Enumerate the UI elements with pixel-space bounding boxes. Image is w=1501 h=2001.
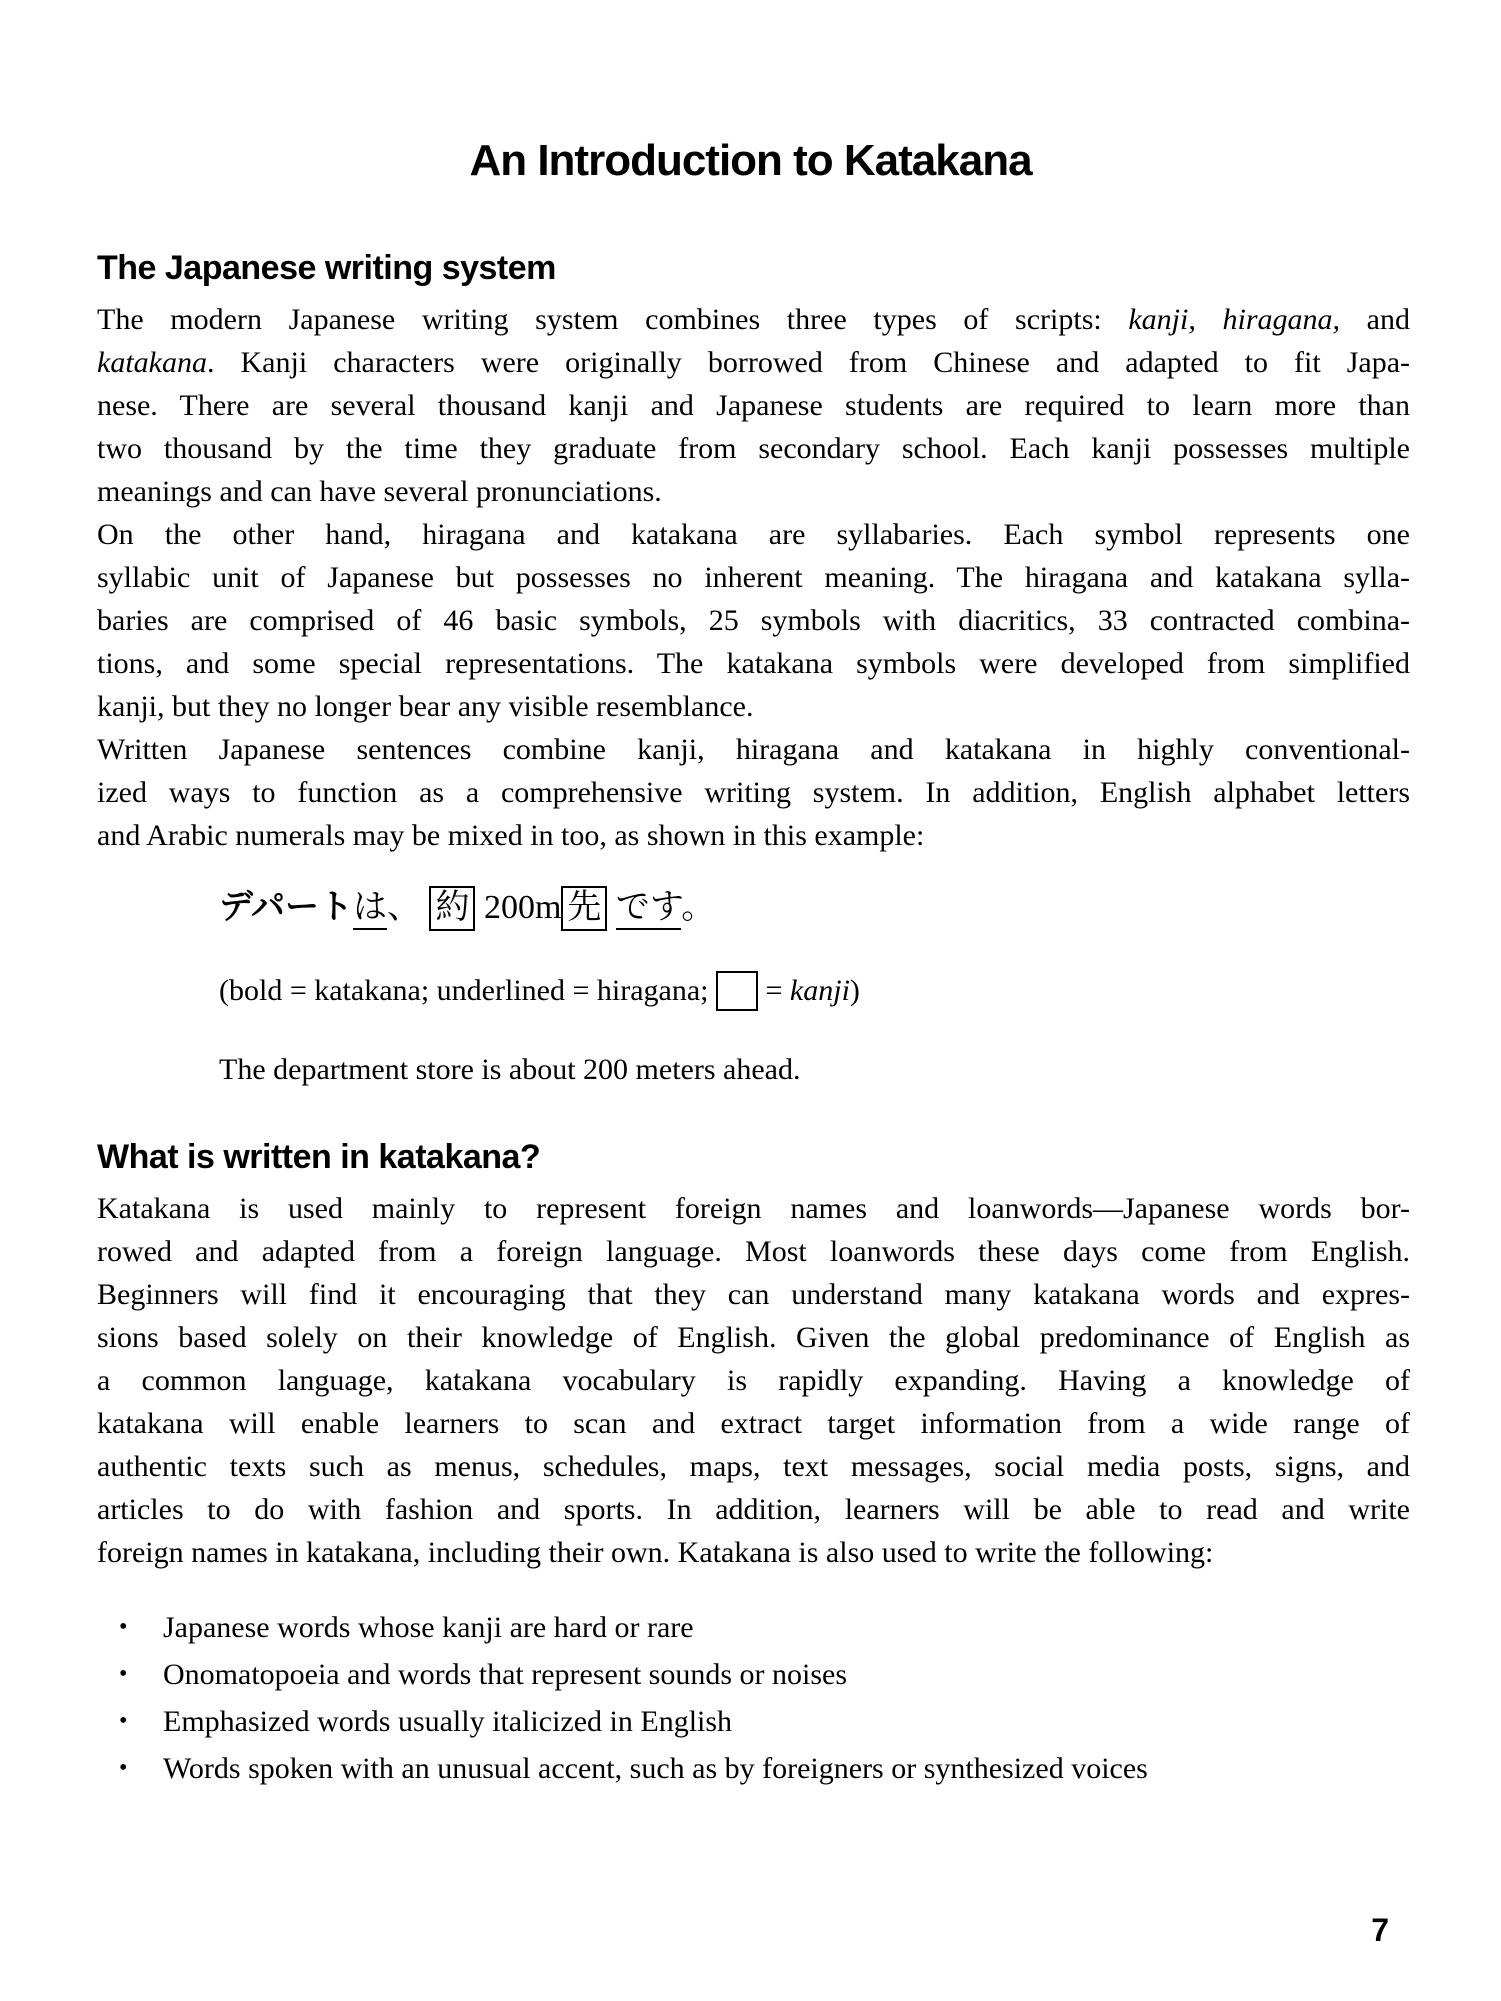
page-title: An Introduction to Katakana xyxy=(469,136,1032,185)
example-legend: (bold = katakana; underlined = hiragana; = kanji) xyxy=(97,969,1410,1012)
heading-what-is-written-in-katakana: What is written in katakana? xyxy=(97,1137,541,1176)
bullet-icon: • xyxy=(119,1660,128,1687)
text-line: syllabic unit of Japanese but possesses no inherent meaning. The hiragana and katakana sylla- xyxy=(97,561,1410,594)
text-line: two thousand by the time they graduate from secondary school. Each kanji possesses multiple xyxy=(97,432,1410,465)
text-line: ized ways to function as a comprehensive writing system. In addition, English alphabet letters xyxy=(97,776,1410,809)
bullet-icon: • xyxy=(119,1754,128,1781)
bullet-text: Words spoken with an unusual accent, such as by foreigners or synthesized voices xyxy=(163,1751,1148,1785)
text-line: katakana will enable learners to scan and extract target information from a wide range of xyxy=(97,1406,1410,1440)
text-line: nese. There are several thousand kanji and Japanese students are required to learn more than xyxy=(97,389,1410,422)
text-line: sions based solely on their knowledge of English. Given the global predominance of English as xyxy=(97,1320,1410,1354)
bullet-text: Onomatopoeia and words that represent sounds or noises xyxy=(163,1657,848,1691)
text-line: a common language, katakana vocabulary is rapidly expanding. Having a knowledge of xyxy=(97,1363,1410,1397)
text-line: Beginners will find it encouraging that they can understand many katakana words and expres- xyxy=(97,1277,1410,1311)
bullet-text: Emphasized words usually italicized in English xyxy=(163,1704,733,1738)
text-line: baries are comprised of 46 basic symbols, 25 symbols with diacritics, 33 contracted combina- xyxy=(97,604,1410,637)
page-content xyxy=(97,248,1410,1792)
text-line: articles to do with fashion and sports. In addition, learners will be able to read and write xyxy=(97,1492,1410,1526)
bullet-icon: • xyxy=(119,1707,128,1734)
text-line: kanji, but they no longer bear any visible resemblance. xyxy=(97,690,754,723)
text-line: and Arabic numerals may be mixed in too, as shown in this example: xyxy=(97,819,925,852)
bullet-item xyxy=(97,1604,1410,1651)
paragraph-written-sentences xyxy=(97,728,1410,857)
paragraph-writing-system-1 xyxy=(97,298,1410,513)
text-line: rowed and adapted from a foreign language. Most loanwords these days come from English. xyxy=(97,1234,1410,1268)
text-line: authentic texts such as menus, schedules, maps, text messages, social media posts, signs, and xyxy=(97,1449,1410,1483)
bullet-item xyxy=(97,1698,1410,1745)
text-line: katakana. Kanji characters were originally borrowed from Chinese and adapted to fit Japa- xyxy=(97,346,1410,379)
example-translation: The department store is about 200 meters ahead. xyxy=(219,1052,801,1086)
text-line: On the other hand, hiragana and katakana are syllabaries. Each symbol represents one xyxy=(97,518,1410,551)
heading-japanese-writing-system: The Japanese writing system xyxy=(97,249,556,287)
example-japanese-sentence: デパートは、 約 200m 先 です。 xyxy=(97,885,1410,931)
bullet-icon: • xyxy=(119,1613,128,1640)
text-line: foreign names in katakana, including their own. Katakana is also used to write the following: xyxy=(97,1535,1214,1569)
text-line: Written Japanese sentences combine kanji, hiragana and katakana in highly conventional- xyxy=(97,733,1410,766)
bullet-list xyxy=(97,1604,1410,1792)
text-line: The modern Japanese writing system combines three types of scripts: kanji, hiragana, and xyxy=(97,303,1410,336)
bullet-item xyxy=(97,1651,1410,1698)
bullet-text: Japanese words whose kanji are hard or rare xyxy=(163,1610,694,1644)
bullet-item xyxy=(97,1745,1410,1792)
text-line: tions, and some special representations. The katakana symbols were developed from simplified xyxy=(97,647,1410,680)
paragraph-katakana-usage xyxy=(97,1187,1410,1574)
page-number: 7 xyxy=(1371,1912,1389,1948)
text-line: meanings and can have several pronunciations. xyxy=(97,475,662,508)
text-line: Katakana is used mainly to represent foreign names and loanwords—Japanese words bor- xyxy=(97,1191,1410,1225)
paragraph-syllabaries xyxy=(97,513,1410,728)
